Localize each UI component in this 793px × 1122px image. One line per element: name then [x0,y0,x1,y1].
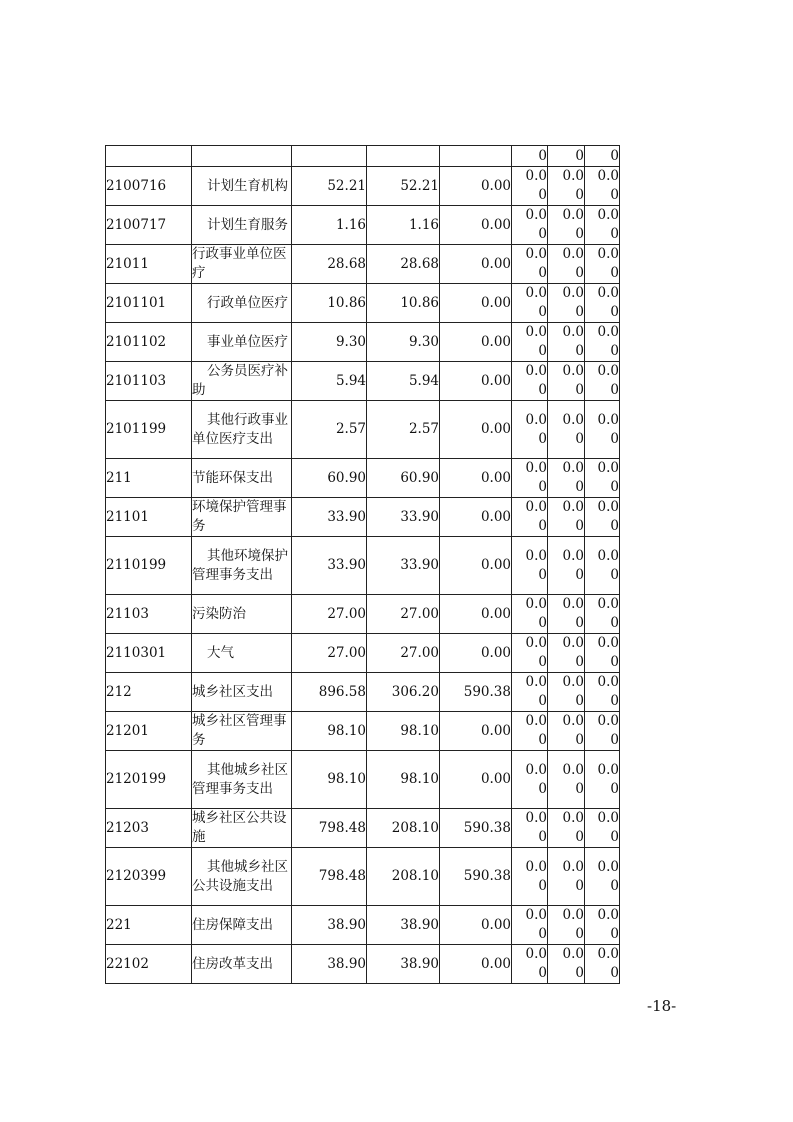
row-total: 33.90 [292,498,367,537]
table-row [106,401,620,459]
row-code: 21011 [106,245,192,284]
row-total: 38.90 [292,906,367,945]
row-col7: 0.0 0 [548,245,585,284]
row-total: 38.90 [292,945,367,984]
table-row [106,245,620,284]
page-number: -18- [647,997,677,1015]
row-name: 其他环境保护管理事务支出 [192,537,292,595]
row-col8: 0.0 0 [585,245,620,284]
row-col6: 0.0 0 [512,401,548,459]
row-name: 住房保障支出 [192,906,292,945]
row-col8: 0.0 0 [585,848,620,906]
row-total: 5.94 [292,362,367,401]
row-basic: 28.68 [367,245,440,284]
row-project: 0.00 [440,206,512,245]
row-name: 计划生育机构 [192,167,292,206]
row-col6: 0.0 0 [512,595,548,634]
row-col7: 0.0 0 [548,401,585,459]
row-col7: 0.0 0 [548,537,585,595]
row-code: 2101102 [106,323,192,362]
row-project: 0.00 [440,498,512,537]
row-basic: 33.90 [367,537,440,595]
row-code: 2100716 [106,167,192,206]
row-code: 2101103 [106,362,192,401]
row-col7: 0.0 0 [548,459,585,498]
row-col6: 0.0 0 [512,809,548,848]
row-col7: 0.0 0 [548,906,585,945]
row-code: 21203 [106,809,192,848]
row-total: 52.21 [292,167,367,206]
row-basic: 60.90 [367,459,440,498]
row-total: 28.68 [292,245,367,284]
row-col6: 0.0 0 [512,206,548,245]
row-name: 城乡社区管理事务 [192,712,292,751]
row-total: 798.48 [292,809,367,848]
row-name: 行政事业单位医疗 [192,245,292,284]
row-name: 其他行政事业单位医疗支出 [192,401,292,459]
row-col6: 0 [512,146,548,167]
row-col7: 0.0 0 [548,673,585,712]
row-basic [367,146,440,167]
row-col6: 0.0 0 [512,323,548,362]
row-code: 21103 [106,595,192,634]
row-basic: 38.90 [367,945,440,984]
row-col7: 0.0 0 [548,712,585,751]
table-row [106,167,620,206]
row-col6: 0.0 0 [512,498,548,537]
row-name: 计划生育服务 [192,206,292,245]
row-col6: 0.0 0 [512,673,548,712]
row-name: 环境保护管理事务 [192,498,292,537]
table-row [106,906,620,945]
budget-table [105,145,620,984]
row-total: 27.00 [292,634,367,673]
row-col8: 0.0 0 [585,634,620,673]
row-name: 城乡社区公共设施 [192,809,292,848]
row-basic: 38.90 [367,906,440,945]
table-row [106,595,620,634]
row-code: 211 [106,459,192,498]
row-code: 2100717 [106,206,192,245]
table-row [106,206,620,245]
row-project: 590.38 [440,809,512,848]
row-basic: 10.86 [367,284,440,323]
row-project: 590.38 [440,848,512,906]
row-total: 2.57 [292,401,367,459]
row-basic: 98.10 [367,751,440,809]
row-col7: 0.0 0 [548,945,585,984]
row-basic: 27.00 [367,634,440,673]
row-col7: 0.0 0 [548,362,585,401]
row-code: 2110199 [106,537,192,595]
row-col8: 0.0 0 [585,323,620,362]
row-col6: 0.0 0 [512,362,548,401]
row-code: 212 [106,673,192,712]
row-col8: 0.0 0 [585,751,620,809]
row-col7: 0.0 0 [548,323,585,362]
row-code: 2120199 [106,751,192,809]
row-col6: 0.0 0 [512,945,548,984]
row-basic: 1.16 [367,206,440,245]
table-row [106,362,620,401]
table-row [106,712,620,751]
row-project: 0.00 [440,401,512,459]
row-name: 事业单位医疗 [192,323,292,362]
row-col7: 0.0 0 [548,848,585,906]
table-body [106,146,620,984]
row-col8: 0.0 0 [585,167,620,206]
row-total [292,146,367,167]
row-basic: 52.21 [367,167,440,206]
row-col6: 0.0 0 [512,245,548,284]
row-total: 10.86 [292,284,367,323]
row-col6: 0.0 0 [512,537,548,595]
row-col7: 0 [548,146,585,167]
row-col7: 0.0 0 [548,284,585,323]
row-col8: 0.0 0 [585,284,620,323]
row-col6: 0.0 0 [512,848,548,906]
row-basic: 5.94 [367,362,440,401]
table-row [106,848,620,906]
row-code: 2101199 [106,401,192,459]
row-col7: 0.0 0 [548,634,585,673]
row-col8: 0.0 0 [585,595,620,634]
row-project: 590.38 [440,673,512,712]
row-basic: 27.00 [367,595,440,634]
table-row [106,751,620,809]
row-col7: 0.0 0 [548,751,585,809]
row-name: 其他城乡社区公共设施支出 [192,848,292,906]
table-row [106,809,620,848]
row-name: 公务员医疗补助 [192,362,292,401]
row-total: 1.16 [292,206,367,245]
row-col6: 0.0 0 [512,459,548,498]
row-code: 2110301 [106,634,192,673]
row-col8: 0.0 0 [585,906,620,945]
row-name: 大气 [192,634,292,673]
row-project: 0.00 [440,751,512,809]
row-col8: 0.0 0 [585,362,620,401]
row-project: 0.00 [440,712,512,751]
row-total: 798.48 [292,848,367,906]
table-row [106,498,620,537]
row-basic: 33.90 [367,498,440,537]
row-total: 9.30 [292,323,367,362]
row-total: 98.10 [292,712,367,751]
table-row [106,673,620,712]
row-code: 22102 [106,945,192,984]
row-project: 0.00 [440,245,512,284]
row-name: 污染防治 [192,595,292,634]
row-col6: 0.0 0 [512,167,548,206]
row-project: 0.00 [440,167,512,206]
row-col8: 0.0 0 [585,498,620,537]
row-name: 其他城乡社区管理事务支出 [192,751,292,809]
row-col8: 0.0 0 [585,673,620,712]
row-total: 60.90 [292,459,367,498]
table-row [106,537,620,595]
row-name: 城乡社区支出 [192,673,292,712]
row-code: 221 [106,906,192,945]
row-name: 节能环保支出 [192,459,292,498]
row-name: 行政单位医疗 [192,284,292,323]
table-row [106,634,620,673]
row-code: 21101 [106,498,192,537]
row-total: 98.10 [292,751,367,809]
row-project: 0.00 [440,284,512,323]
row-col8: 0.0 0 [585,206,620,245]
row-col7: 0.0 0 [548,595,585,634]
row-basic: 306.20 [367,673,440,712]
row-total: 896.58 [292,673,367,712]
table-row [106,146,620,167]
row-col8: 0.0 0 [585,459,620,498]
row-code: 21201 [106,712,192,751]
row-project: 0.00 [440,595,512,634]
row-col7: 0.0 0 [548,498,585,537]
row-col7: 0.0 0 [548,167,585,206]
row-col8: 0.0 0 [585,809,620,848]
row-code: 2101101 [106,284,192,323]
table-row [106,323,620,362]
table-row [106,459,620,498]
row-project: 0.00 [440,323,512,362]
row-col7: 0.0 0 [548,809,585,848]
row-col6: 0.0 0 [512,284,548,323]
row-basic: 208.10 [367,809,440,848]
row-basic: 2.57 [367,401,440,459]
row-col6: 0.0 0 [512,906,548,945]
row-project: 0.00 [440,634,512,673]
row-col6: 0.0 0 [512,751,548,809]
table-row [106,284,620,323]
row-total: 33.90 [292,537,367,595]
table-row [106,945,620,984]
row-code [106,146,192,167]
row-col8: 0.0 0 [585,945,620,984]
row-name: 住房改革支出 [192,945,292,984]
row-project: 0.00 [440,537,512,595]
row-project [440,146,512,167]
row-basic: 208.10 [367,848,440,906]
row-basic: 9.30 [367,323,440,362]
row-project: 0.00 [440,945,512,984]
row-col6: 0.0 0 [512,712,548,751]
row-project: 0.00 [440,906,512,945]
row-col7: 0.0 0 [548,206,585,245]
row-name [192,146,292,167]
row-basic: 98.10 [367,712,440,751]
row-total: 27.00 [292,595,367,634]
row-col8: 0 [585,146,620,167]
row-code: 2120399 [106,848,192,906]
row-project: 0.00 [440,362,512,401]
row-project: 0.00 [440,459,512,498]
row-col6: 0.0 0 [512,634,548,673]
row-col8: 0.0 0 [585,401,620,459]
row-col8: 0.0 0 [585,537,620,595]
row-col8: 0.0 0 [585,712,620,751]
